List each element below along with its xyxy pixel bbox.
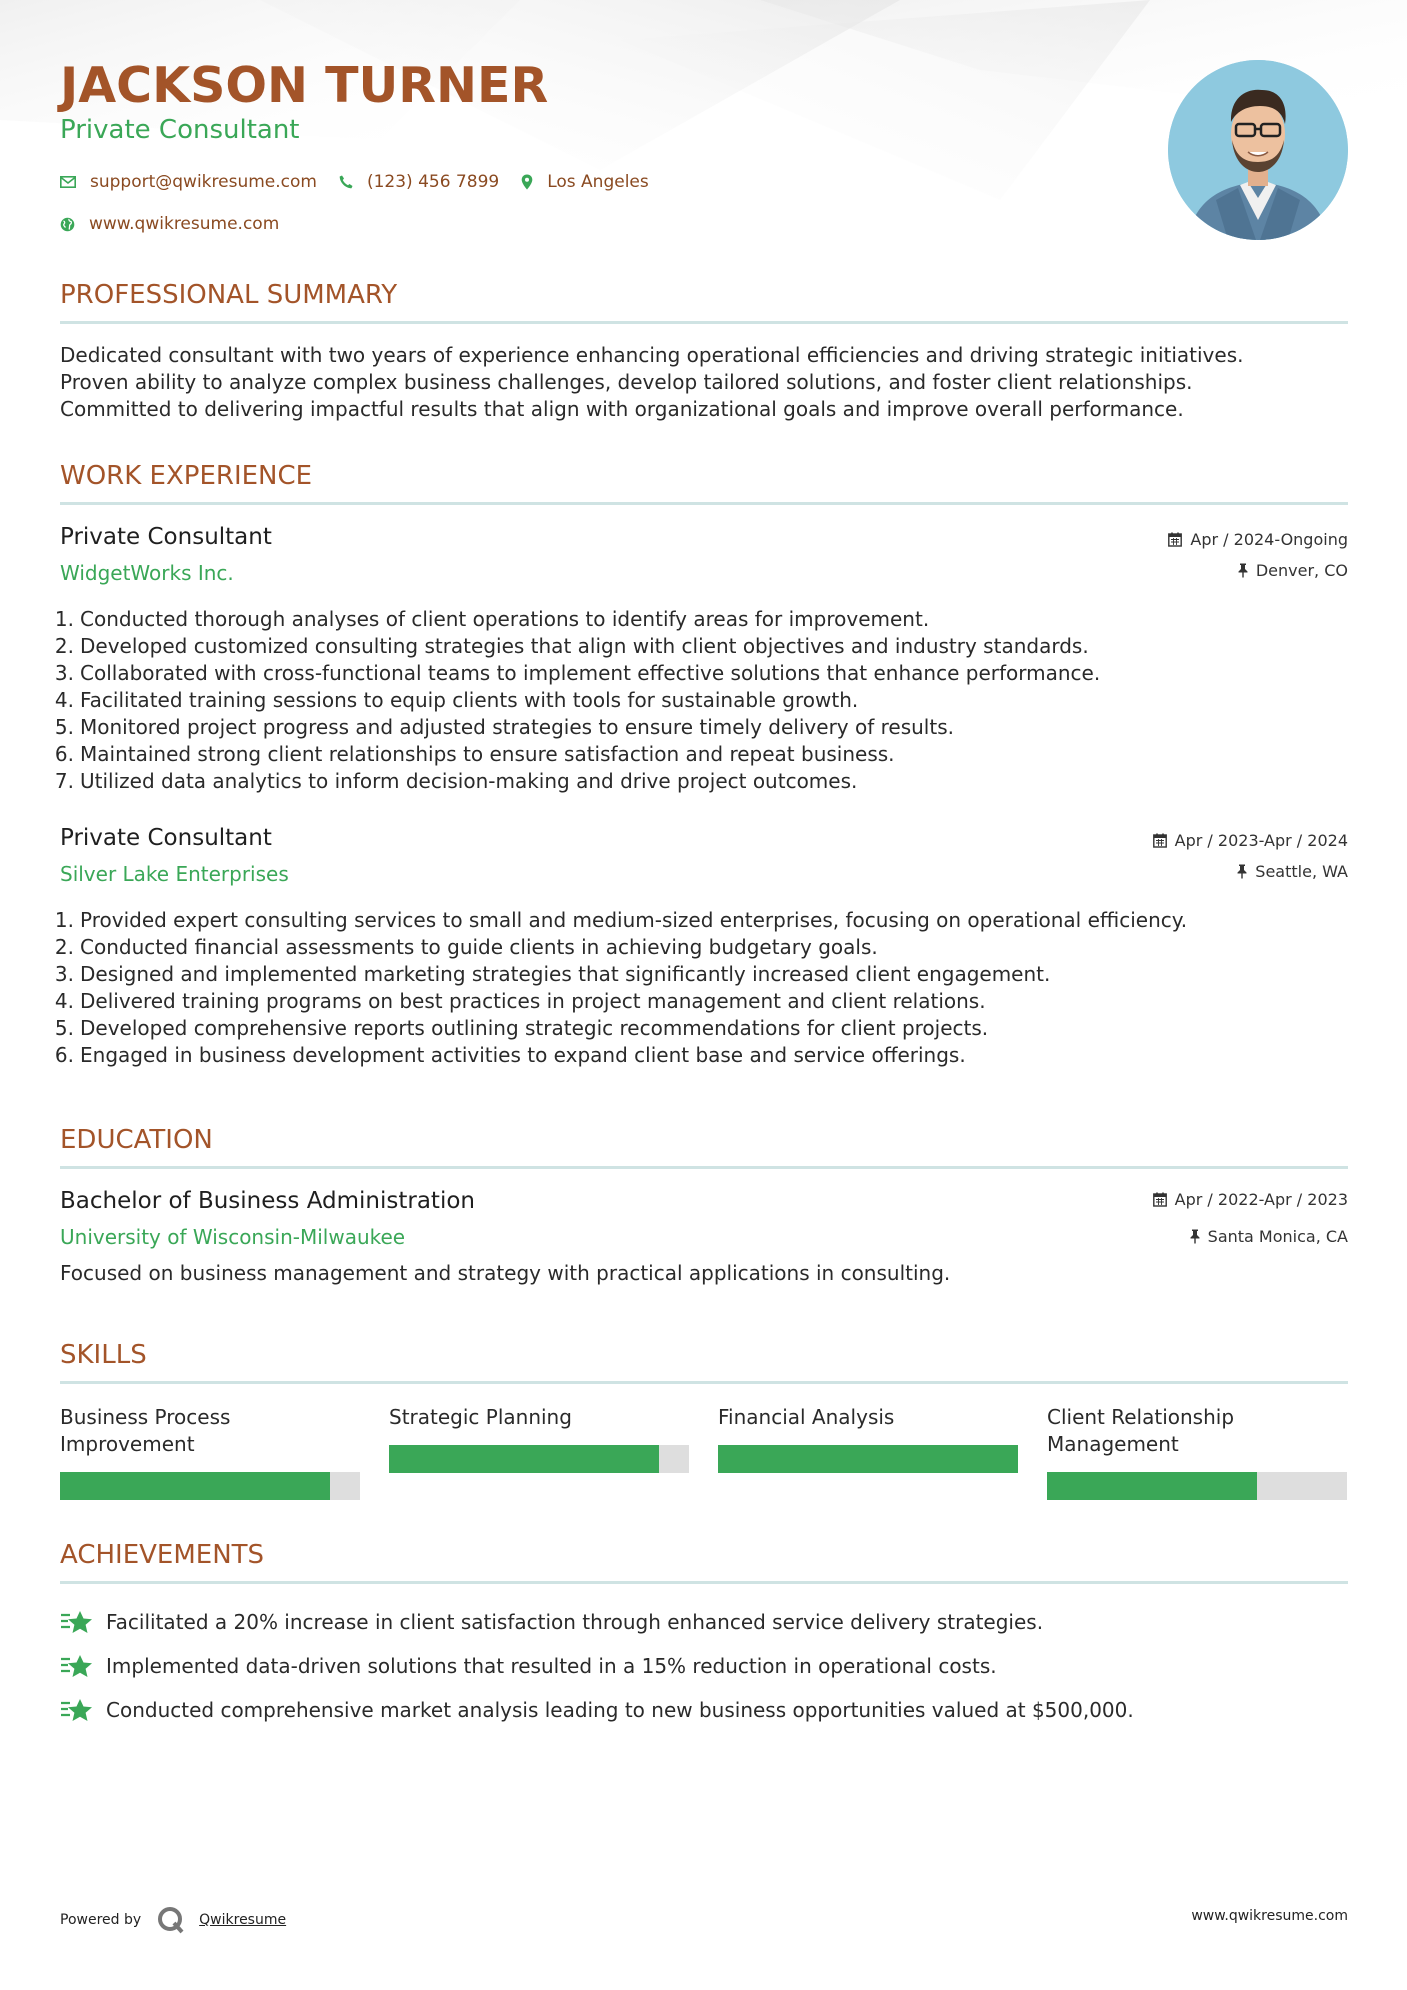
- location-text: Los Angeles: [547, 172, 649, 192]
- section-heading: WORK EXPERIENCE: [60, 461, 313, 491]
- section-heading: EDUCATION: [60, 1125, 213, 1155]
- job-role: Private Consultant: [60, 524, 272, 550]
- job-dates: [1168, 530, 1348, 549]
- skill-level-bar: [60, 1472, 360, 1500]
- website-text: www.qwikresume.com: [89, 214, 280, 234]
- skill-name: Financial Analysis: [718, 1405, 895, 1430]
- job-entry: [54, 825, 1348, 1069]
- candidate-title: Private Consultant: [60, 115, 300, 146]
- skill-item: [718, 1404, 1018, 1500]
- profile-photo: [1168, 60, 1348, 240]
- education-description: Focused on business management and strategy with practical applications in consulting.: [60, 1261, 951, 1285]
- section-divider: [60, 321, 1348, 324]
- job-dates: [1153, 831, 1348, 850]
- contact-website[interactable]: [60, 214, 279, 234]
- skill-level-bar: [1047, 1472, 1347, 1500]
- skill-level-fill: [1047, 1472, 1257, 1500]
- education-dates-text: Apr / 2022-Apr / 2023: [1174, 1190, 1348, 1209]
- job-bullets: [54, 907, 1348, 1069]
- list-item: 7. Utilized data analytics to inform decision-making and drive project outcomes.: [54, 769, 858, 793]
- job-dates-text: Apr / 2024-Ongoing: [1190, 530, 1348, 549]
- pushpin-icon: [1190, 1229, 1200, 1244]
- education-entry: [60, 1188, 1348, 1287]
- section-divider: [60, 502, 1348, 505]
- qwikresume-logo-icon: [157, 1906, 185, 1934]
- list-item: 1. Conducted thorough analyses of client operations to identify areas for improvement.: [54, 607, 930, 631]
- job-location-text: Seattle, WA: [1255, 862, 1348, 881]
- brand-link[interactable]: Qwikresume: [199, 1912, 287, 1928]
- job-header: [60, 524, 1348, 584]
- section-heading: ACHIEVEMENTS: [60, 1540, 265, 1570]
- achievement-item: [60, 1688, 1348, 1732]
- section-divider: [60, 1581, 1348, 1584]
- skills-list: [60, 1404, 1348, 1500]
- contact-email[interactable]: [60, 172, 317, 192]
- envelope-icon: [60, 176, 76, 188]
- phone-text: (123) 456 7899: [366, 172, 500, 192]
- summary-text: [60, 342, 1348, 423]
- contact-location: [521, 172, 649, 192]
- candidate-name: JACKSON TURNER: [60, 57, 549, 114]
- achievement-item: [60, 1644, 1348, 1688]
- contact-row: [60, 170, 671, 194]
- powered-by-label: Powered by: [60, 1912, 142, 1928]
- contact-info: [60, 170, 671, 236]
- education-dates: [1153, 1190, 1348, 1209]
- list-item: 5. Developed comprehensive reports outlining strategic recommendations for client projects.: [54, 1016, 989, 1040]
- school: University of Wisconsin-Milwaukee: [60, 1225, 406, 1249]
- skill-item: [1047, 1404, 1347, 1500]
- experience-section: [60, 461, 1348, 505]
- job-location: [1238, 561, 1348, 580]
- job-role: Private Consultant: [60, 825, 272, 851]
- summary-line: Proven ability to analyze complex business challenges, develop tailored solutions, and foster client relationships.: [60, 370, 1193, 395]
- degree: Bachelor of Business Administration: [60, 1188, 475, 1214]
- achievement-item: [60, 1600, 1348, 1644]
- resume-header: [60, 58, 1160, 148]
- list-item: 4. Delivered training programs on best practices in project management and client relations.: [54, 989, 986, 1013]
- contact-row: [60, 212, 671, 236]
- skill-level-fill: [60, 1472, 330, 1500]
- education-section: [60, 1125, 1348, 1169]
- section-divider: [60, 1166, 1348, 1169]
- education-location-text: Santa Monica, CA: [1207, 1227, 1348, 1246]
- list-item: 4. Facilitated training sessions to equip clients with tools for sustainable growth.: [54, 688, 859, 712]
- skill-name: Business Process Improvement: [60, 1405, 231, 1457]
- achievements-list: [60, 1600, 1348, 1732]
- list-item: 5. Monitored project progress and adjusted strategies to ensure timely delivery of results.: [54, 715, 954, 739]
- profile-photo-illustration: [1168, 60, 1348, 240]
- job-dates-text: Apr / 2023-Apr / 2024: [1174, 831, 1348, 850]
- job-header: [60, 825, 1348, 885]
- job-location: [1237, 862, 1348, 881]
- summary-section: [60, 280, 1348, 423]
- star-icon: [60, 1653, 94, 1679]
- calendar-icon: [1153, 833, 1167, 848]
- skill-item: [389, 1404, 689, 1500]
- section-heading: PROFESSIONAL SUMMARY: [60, 280, 398, 310]
- achievement-text: Facilitated a 20% increase in client satisfaction through enhanced service delivery strategies.: [106, 1609, 1044, 1634]
- list-item: 3. Designed and implemented marketing strategies that significantly increased client engagement.: [54, 962, 1051, 986]
- achievement-text: Implemented data-driven solutions that resulted in a 15% reduction in operational costs.: [106, 1653, 997, 1678]
- footer-website[interactable]: www.qwikresume.com: [1191, 1908, 1348, 1924]
- skill-level-fill: [718, 1445, 1018, 1473]
- education-header: [60, 1188, 1348, 1248]
- skill-name: Client Relationship Management: [1047, 1405, 1235, 1457]
- list-item: 1. Provided expert consulting services to small and medium-sized enterprises, focusing on operational efficiency.: [54, 908, 1188, 932]
- skill-name: Strategic Planning: [389, 1405, 572, 1430]
- map-pin-icon: [521, 174, 533, 190]
- powered-by: [60, 1906, 286, 1934]
- skill-level-bar: [389, 1445, 689, 1473]
- job-entry: [54, 524, 1348, 795]
- globe-icon: [60, 217, 75, 232]
- skills-section: [60, 1340, 1348, 1500]
- achievement-text: Conducted comprehensive market analysis leading to new business opportunities valued at $500,000.: [106, 1697, 1134, 1722]
- calendar-icon: [1168, 532, 1182, 547]
- page-footer: [60, 1898, 1348, 1934]
- job-company: Silver Lake Enterprises: [60, 862, 289, 886]
- list-item: 2. Developed customized consulting strategies that align with client objectives and industry standards.: [54, 634, 1089, 658]
- skill-level-fill: [389, 1445, 659, 1473]
- star-icon: [60, 1697, 94, 1723]
- pushpin-icon: [1238, 563, 1248, 578]
- phone-icon: [339, 175, 353, 189]
- job-bullets: [54, 606, 1348, 795]
- job-location-text: Denver, CO: [1255, 561, 1348, 580]
- pushpin-icon: [1237, 864, 1247, 879]
- star-icon: [60, 1609, 94, 1635]
- achievements-section: [60, 1540, 1348, 1732]
- email-text: support@qwikresume.com: [90, 172, 317, 192]
- list-item: 2. Conducted financial assessments to guide clients in achieving budgetary goals.: [54, 935, 878, 959]
- list-item: 6. Engaged in business development activities to expand client base and service offerings.: [54, 1043, 966, 1067]
- job-company: WidgetWorks Inc.: [60, 561, 234, 585]
- section-heading: SKILLS: [60, 1340, 147, 1370]
- summary-line: Dedicated consultant with two years of experience enhancing operational efficiencies and driving strategic initiatives.: [60, 343, 1244, 368]
- list-item: 3. Collaborated with cross-functional teams to implement effective solutions that enhance performance.: [54, 661, 1101, 685]
- contact-phone[interactable]: [339, 172, 499, 192]
- skill-level-bar: [718, 1445, 1018, 1473]
- calendar-icon: [1153, 1192, 1167, 1207]
- section-divider: [60, 1381, 1348, 1384]
- list-item: 6. Maintained strong client relationships to ensure satisfaction and repeat business.: [54, 742, 895, 766]
- education-location: [1190, 1227, 1348, 1246]
- summary-line: Committed to delivering impactful results that align with organizational goals and improve overall performance.: [60, 397, 1184, 422]
- skill-item: [60, 1404, 360, 1500]
